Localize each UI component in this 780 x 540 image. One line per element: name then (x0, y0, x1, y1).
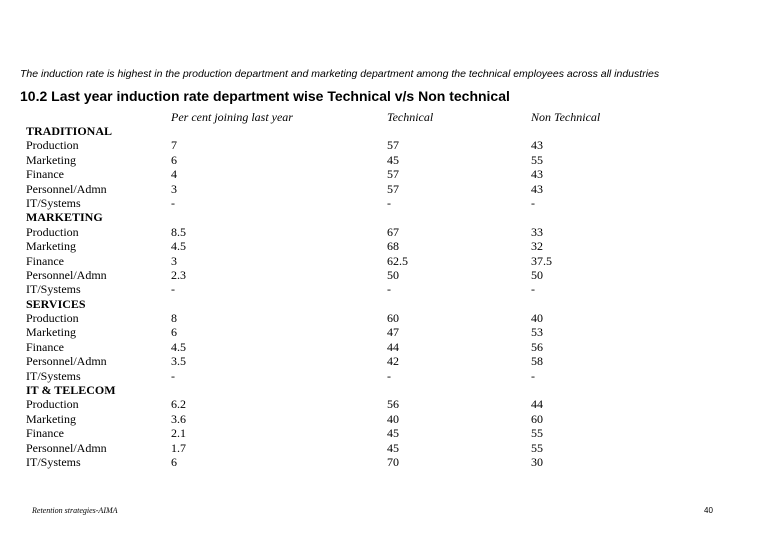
department-cell: Production (26, 138, 79, 153)
technical-cell: 67 (387, 224, 399, 239)
non-technical-cell: 37.5 (531, 253, 552, 268)
non-technical-cell: 60 (531, 411, 543, 426)
joining-cell: 3.6 (171, 411, 186, 426)
department-cell: IT/Systems (26, 195, 81, 210)
department-cell: Personnel/Admn (26, 267, 107, 282)
joining-cell: 4.5 (171, 339, 186, 354)
technical-cell: 70 (387, 454, 399, 469)
technical-cell: 44 (387, 339, 399, 354)
department-cell: Production (26, 224, 79, 239)
group-name: MARKETING (26, 210, 103, 225)
non-technical-cell: 32 (531, 239, 543, 254)
non-technical-cell: 44 (531, 397, 543, 412)
department-cell: Marketing (26, 152, 76, 167)
joining-cell: 6.2 (171, 397, 186, 412)
group-name: IT & TELECOM (26, 383, 116, 398)
non-technical-cell: 58 (531, 354, 543, 369)
joining-cell: 6 (171, 152, 177, 167)
technical-cell: - (387, 368, 391, 383)
technical-cell: 45 (387, 426, 399, 441)
non-technical-cell: 55 (531, 440, 543, 455)
column-header-non-technical: Non Technical (531, 110, 601, 124)
intro-text: The induction rate is highest in the production department and marketing department among the technical employees across all industries (20, 68, 660, 80)
technical-cell: 45 (387, 152, 399, 167)
department-cell: Marketing (26, 411, 76, 426)
department-cell: IT/Systems (26, 368, 81, 383)
table-heading: 10.2 Last year induction rate department wise Technical v/s Non technical (20, 88, 510, 104)
non-technical-cell: 55 (531, 426, 543, 441)
technical-cell: 40 (387, 411, 399, 426)
joining-cell: - (171, 195, 175, 210)
joining-cell: 3 (171, 181, 177, 196)
joining-cell: 1.7 (171, 440, 186, 455)
joining-cell: 2.1 (171, 426, 186, 441)
non-technical-cell: - (531, 282, 535, 297)
joining-cell: 3.5 (171, 354, 186, 369)
joining-cell: 2.3 (171, 267, 186, 282)
technical-cell: 68 (387, 239, 399, 254)
page-number: 40 (704, 506, 713, 515)
technical-cell: 57 (387, 167, 399, 182)
joining-cell: 8 (171, 311, 177, 326)
department-cell: Personnel/Admn (26, 181, 107, 196)
group-name: TRADITIONAL (26, 124, 113, 138)
department-cell: Production (26, 397, 79, 412)
technical-cell: 56 (387, 397, 399, 412)
joining-cell: - (171, 282, 175, 297)
technical-cell: - (387, 195, 391, 210)
department-cell: Finance (26, 253, 64, 268)
non-technical-cell: 55 (531, 152, 543, 167)
department-cell: Personnel/Admn (26, 354, 107, 369)
technical-cell: 47 (387, 325, 399, 340)
joining-cell: 6 (171, 454, 177, 469)
department-cell: Finance (26, 167, 64, 182)
footer-text: Retention strategies-AIMA (32, 506, 118, 515)
non-technical-cell: 43 (531, 138, 543, 153)
non-technical-cell: 56 (531, 339, 543, 354)
non-technical-cell: 30 (531, 454, 543, 469)
technical-cell: 57 (387, 181, 399, 196)
non-technical-cell: 53 (531, 325, 543, 340)
technical-cell: 45 (387, 440, 399, 455)
department-cell: Finance (26, 426, 64, 441)
joining-cell: 3 (171, 253, 177, 268)
non-technical-cell: - (531, 368, 535, 383)
joining-cell: 6 (171, 325, 177, 340)
department-cell: Production (26, 311, 79, 326)
non-technical-cell: 43 (531, 181, 543, 196)
department-cell: Finance (26, 339, 64, 354)
column-header-joining: Per cent joining last year (171, 110, 293, 124)
technical-cell: 60 (387, 311, 399, 326)
department-cell: IT/Systems (26, 282, 81, 297)
non-technical-cell: 33 (531, 224, 543, 239)
joining-cell: 7 (171, 138, 177, 153)
group-name: SERVICES (26, 296, 86, 311)
joining-cell: 8.5 (171, 224, 186, 239)
technical-cell: 62.5 (387, 253, 408, 268)
department-cell: Marketing (26, 325, 76, 340)
joining-cell: 4 (171, 167, 177, 182)
department-cell: Marketing (26, 239, 76, 254)
department-cell: Personnel/Admn (26, 440, 107, 455)
department-cell: IT/Systems (26, 454, 81, 469)
technical-cell: 42 (387, 354, 399, 369)
non-technical-cell: - (531, 195, 535, 210)
technical-cell: - (387, 282, 391, 297)
column-header-technical: Technical (387, 110, 434, 124)
joining-cell: 4.5 (171, 239, 186, 254)
technical-cell: 50 (387, 267, 399, 282)
non-technical-cell: 40 (531, 311, 543, 326)
technical-cell: 57 (387, 138, 399, 153)
non-technical-cell: 43 (531, 167, 543, 182)
non-technical-cell: 50 (531, 267, 543, 282)
joining-cell: - (171, 368, 175, 383)
